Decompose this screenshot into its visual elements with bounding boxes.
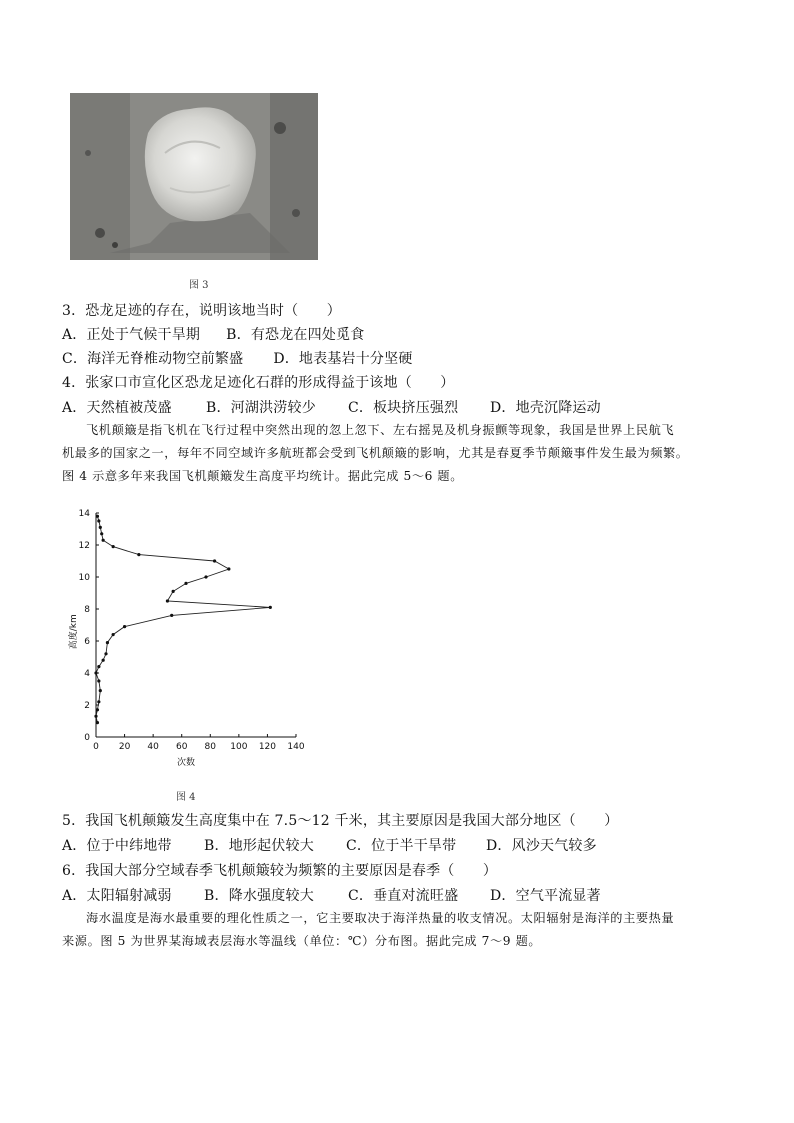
passage-turbulence-line-2: 机最多的国家之一，每年不同空域许多航班都会受到飞机颠簸的影响，尤其是春夏季节颠簸事件发生最为频繁。 (62, 446, 689, 460)
data-point (204, 575, 207, 578)
question-5-option-b: B．地形起伏较大 (204, 838, 314, 854)
data-point (137, 553, 140, 556)
question-6-option-c: C．垂直对流旺盛 (348, 888, 459, 904)
data-point (170, 614, 173, 617)
y-tick-label: 0 (84, 733, 90, 743)
question-6-stem: 6．我国大部分空域春季飞机颠簸较为频繁的主要原因是春季（ ） (62, 863, 498, 879)
question-3-option-a: A．正处于气候干旱期 (62, 327, 201, 343)
data-point (96, 708, 99, 711)
question-3-options-row-2 (62, 348, 413, 368)
data-point (166, 599, 169, 602)
x-tick-label: 20 (118, 742, 131, 752)
data-point (184, 582, 187, 585)
question-6-option-b: B．降水强度较大 (204, 888, 314, 904)
data-point (97, 665, 100, 668)
x-tick-label: 60 (175, 742, 188, 752)
data-point (96, 515, 99, 518)
data-point (102, 539, 105, 542)
data-point (94, 715, 97, 718)
figure-3-photo (70, 93, 318, 260)
question-4-option-d: D．地壳沉降运动 (490, 400, 601, 416)
data-point (97, 679, 100, 682)
passage-sea-temperature-line-1: 海水温度是海水最重要的理化性质之一，它主要取决于海洋热量的收支情况。太阳辐射是海洋的主要热量 (86, 911, 675, 925)
data-point (100, 532, 103, 535)
question-3-option-d: D．地表基岩十分坚硬 (273, 351, 413, 367)
question-3-stem: 3．恐龙足迹的存在，说明该地当时（ ） (62, 303, 341, 319)
question-6-options (62, 885, 601, 905)
y-tick-label: 2 (84, 701, 90, 711)
question-6-option-d: D．空气平流显著 (490, 888, 601, 904)
y-tick-label: 12 (78, 541, 90, 551)
y-tick-label: 4 (84, 669, 90, 679)
data-point (102, 659, 105, 662)
series-line (96, 516, 270, 722)
passage-sea-temperature-line-2: 来源。图 5 为世界某海域表层海水等温线（单位：℃）分布图。据此完成 7～9 题。 (62, 934, 542, 948)
question-6-option-a: A．太阳辐射减弱 (62, 888, 172, 904)
data-point (94, 671, 97, 674)
x-tick-label: 40 (147, 742, 159, 752)
question-4-option-b: B．河湖洪涝较少 (206, 400, 316, 416)
data-point (172, 590, 175, 593)
passage-turbulence (62, 419, 734, 488)
data-point (112, 633, 115, 636)
x-tick-label: 80 (204, 742, 217, 752)
x-tick-label: 100 (230, 742, 248, 752)
question-5-option-a: A．位于中纬地带 (62, 838, 172, 854)
data-point (106, 641, 109, 644)
y-axis-label: 高度/km (69, 614, 79, 650)
data-point (104, 652, 107, 655)
question-3-option-c: C．海洋无脊椎动物空前繁盛 (62, 351, 244, 367)
data-point (99, 526, 102, 529)
data-point (213, 559, 216, 562)
data-point (227, 567, 230, 570)
data-point (112, 545, 115, 548)
passage-sea-temperature (62, 907, 734, 953)
question-5-stem: 5．我国飞机颠簸发生高度集中在 7.5～12 千米，其主要原因是我国大部分地区（ ） (62, 813, 619, 829)
figure-3-caption: 图 3 (189, 280, 209, 291)
question-3-options-row-1 (62, 324, 364, 344)
y-tick-label: 6 (84, 637, 90, 647)
question-4-options (62, 397, 601, 417)
x-axis-label: 次数 (176, 758, 196, 768)
data-point (269, 606, 272, 609)
y-tick-label: 8 (84, 605, 90, 615)
data-point (99, 689, 102, 692)
passage-turbulence-line-3: 图 4 示意多年来我国飞机颠簸发生高度平均统计。据此完成 5～6 题。 (62, 469, 464, 483)
x-tick-label: 140 (287, 742, 305, 752)
question-4-option-c: C．板块挤压强烈 (348, 400, 459, 416)
question-5-option-c: C．位于半干旱带 (346, 838, 457, 854)
question-4-option-a: A．天然植被茂盛 (62, 400, 172, 416)
question-4-stem: 4．张家口市宣化区恐龙足迹化石群的形成得益于该地（ ） (62, 375, 455, 391)
x-tick-label: 120 (258, 742, 277, 752)
x-tick-label: 0 (93, 742, 99, 752)
question-5-options (62, 835, 597, 855)
question-3-option-b: B．有恐龙在四处觅食 (226, 327, 365, 343)
figure-4-chart (62, 505, 312, 775)
data-point (96, 721, 99, 724)
data-point (123, 625, 126, 628)
passage-turbulence-line-1: 飞机颠簸是指飞机在飞行过程中突然出现的忽上忽下、左右摇晃及机身振颤等现象，我国是世界上民航飞 (86, 423, 675, 437)
y-tick-label: 14 (78, 509, 90, 519)
y-tick-label: 10 (78, 573, 90, 583)
question-5-option-d: D．风沙天气较多 (486, 838, 597, 854)
figure-4-caption: 图 4 (176, 792, 196, 803)
data-point (97, 700, 100, 703)
data-point (97, 519, 100, 522)
